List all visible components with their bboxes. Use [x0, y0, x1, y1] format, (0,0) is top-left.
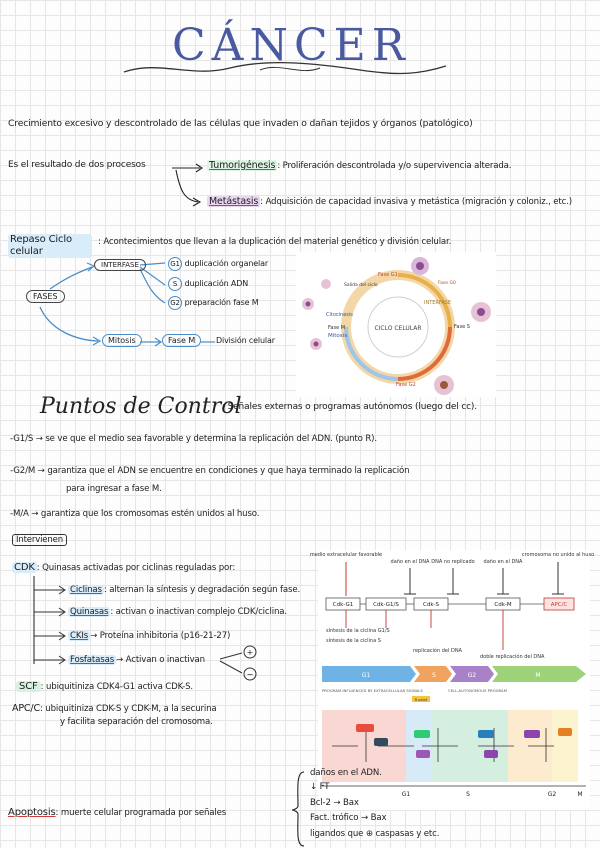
minus-sign: − [246, 670, 254, 679]
quinasas-text: : activan o inactivan complejo CDK/ciclina. [110, 607, 287, 617]
quinasas-line [68, 607, 287, 617]
ckis-text: → Proteína inhibitoria (p16-21-27) [90, 631, 231, 641]
phases-node: FASES [26, 290, 65, 303]
processes-intro: Es el resultado de dos procesos [8, 160, 146, 170]
fig-apcc: APC/C [550, 602, 568, 608]
checkpoint-g2m-line1: -G2/M → garantiza que el ADN se encuentre en condiciones y que haya terminado la replicación [10, 466, 410, 476]
page-title: CÁNCER [172, 20, 411, 71]
scf-text: : ubiquitiniza CDK4-G1 activa CDK-S. [40, 682, 194, 692]
apoptosis-item-4: ligandos que ⊕ caspasas y etc. [310, 829, 440, 839]
fig-r-point: R point [414, 698, 428, 702]
cdk-text: : Quinasas activadas por ciclinas reguladas por: [36, 563, 236, 573]
fig-dano2-label: daño en el DNA [483, 559, 523, 565]
cdk-line [12, 562, 235, 573]
cycle-center-label: CICLO CELULAR [374, 325, 422, 332]
g2-marker: G2 [168, 296, 182, 310]
scf-line [16, 681, 193, 692]
apcc-text-1: : ubiquitiniza CDK-S y CDK-M, a la securina [39, 704, 217, 714]
apoptosis-item-1: ↓ FT [310, 782, 330, 792]
fig-axis-g2: G2 [547, 791, 557, 798]
s-line [168, 277, 248, 291]
apoptosis-item-3: Fact. trófico → Bax [310, 813, 387, 823]
fig-phase-g1: G1 [361, 672, 371, 679]
apcc-line2: y facilita separación del cromosoma. [60, 717, 213, 727]
cdk-label: CDK [14, 562, 35, 573]
metastasis-line [207, 196, 572, 207]
apcc-line1 [12, 703, 217, 714]
fig-cdk-m: Cdk-M [494, 602, 512, 608]
fig-axis-s: S [466, 791, 470, 798]
cycle-citocinesis-label: Citocinesis [326, 312, 353, 318]
cell-cycle-heading: Repaso Ciclo celular [8, 234, 92, 258]
fig-sintesis-1: síntesis de la ciclina G1/S [326, 628, 390, 634]
ciclinas-line [68, 585, 300, 595]
apoptosis-brace [290, 770, 310, 848]
quinasas-label: Quinasas [70, 607, 109, 617]
fosfatasas-line [68, 655, 205, 665]
apoptosis-line [8, 807, 226, 818]
fig-axis-g1: G1 [401, 791, 411, 798]
apoptosis-item-2: Bcl-2 → Bax [310, 798, 359, 808]
ciclinas-label: Ciclinas [70, 585, 102, 595]
checkpoints-title-text: : Señales externas o programas autónomos (luego del cc). [222, 402, 477, 412]
fig-axis-m: M [577, 791, 583, 798]
cycle-m-label: Fase M [328, 325, 346, 331]
fig-phase-g2: G2 [467, 672, 477, 679]
fase-m-text: División celular [216, 336, 275, 345]
s-marker: S [168, 277, 182, 291]
fig-dano1-label: daño en el DNA [390, 559, 430, 565]
metastasis-text: : Adquisición de capacidad invasiva y metástica (migración y coloniz., etc.) [260, 197, 573, 207]
cycle-g1-label: Fase G1 [378, 272, 398, 278]
fosfatasas-text: → Activan o inactivan [116, 655, 205, 665]
scf-label: SCF [16, 681, 41, 692]
apoptosis-text: : muerte celular programada por señales [55, 808, 227, 818]
fig-medio-label: medio extracelular favorable [309, 552, 383, 558]
fig-program-1: PROGRAM INFLUENCED BY EXTRACELLULAR SIGNALS [322, 688, 423, 693]
cycle-s-label: Fase S [454, 324, 470, 330]
fig-phase-m: M [535, 672, 541, 679]
fig-program-2: CELL-AUTONOMOUS PROGRAM [448, 688, 507, 693]
fase-m-node: Fase M [162, 334, 201, 347]
cycle-interfase-label: INTERFASE [424, 300, 452, 306]
g1-line [168, 257, 268, 271]
g2-line [168, 296, 259, 310]
interphase-node: INTERFASE [94, 259, 146, 271]
checkpoints-title: Puntos de Control [40, 394, 242, 419]
fig-replicacion: replicación del DNA [413, 648, 462, 654]
checkpoint-g2m-line2: para ingresar a fase M. [66, 484, 162, 494]
apoptosis-item-0: daños en el ADN. [310, 768, 382, 778]
fig-dna-no-replicado-label: DNA no replicado [431, 559, 475, 565]
metastasis-label: Metástasis [209, 196, 259, 207]
tumorigenesis-label: Tumorigénesis [209, 160, 276, 171]
cycle-g0-label: Fase G0 [438, 281, 456, 286]
tumorigenesis-text: : Proliferación descontrolada y/o supervivencia alterada. [277, 161, 512, 171]
fig-phase-s: S [432, 672, 436, 679]
fig-cdk-g1s: Cdk-G1/S [373, 602, 399, 608]
tumorigenesis-line [207, 160, 511, 171]
cell-cycle-heading-text: : Acontecimientos que llevan a la duplicación del material genético y división celular. [98, 237, 452, 247]
title-underline-flourish [120, 58, 450, 80]
fig-cromosoma-label: cromosoma no unido al huso [521, 552, 595, 558]
intervienen-label: Intervienen [12, 534, 67, 546]
g2-text: preparación fase M [184, 298, 259, 307]
ckis-label: CKIs [70, 631, 89, 641]
g1-text: duplicación organelar [184, 259, 268, 268]
plus-sign: + [246, 648, 254, 657]
checkpoint-g1s: -G1/S → se ve que el medio sea favorable y determina la replicación del ADN. (punto R). [10, 434, 377, 444]
mitosis-node: Mitosis [102, 334, 142, 347]
fosfatasas-label: Fosfatasas [70, 655, 115, 665]
s-text: duplicación ADN [184, 279, 249, 288]
ckis-line [68, 631, 230, 641]
apcc-label: APC/C [12, 703, 40, 714]
cycle-exit-label: Salida del ciclo [344, 283, 378, 288]
fig-sintesis-2: síntesis de la ciclina S [326, 638, 381, 644]
fig-cdk-g1: Cdk-G1 [332, 602, 354, 608]
fig-doble: doble replicación del DNA [480, 654, 545, 660]
cycle-mitosis-label: Mitosis [328, 333, 348, 339]
regulators-bracket [28, 574, 68, 674]
cell-cycle-figure [296, 252, 496, 397]
ciclinas-text: : alternan la síntesis y degradación según fase. [103, 585, 301, 595]
g1-marker: G1 [168, 257, 182, 271]
apoptosis-label: Apoptosis [8, 807, 56, 818]
cancer-definition: Crecimiento excesivo y descontrolado de las células que invaden o dañan tejidos y órganos (patológico) [8, 118, 473, 129]
processes-branch-arrows [170, 160, 210, 210]
fosfatasas-branches [218, 645, 268, 685]
cycle-g2-label: Fase G2 [396, 382, 416, 388]
fig-cdk-s: Cdk-S [423, 602, 439, 608]
checkpoint-ma: -M/A → garantiza que los cromosomas estén unidos al huso. [10, 509, 260, 519]
